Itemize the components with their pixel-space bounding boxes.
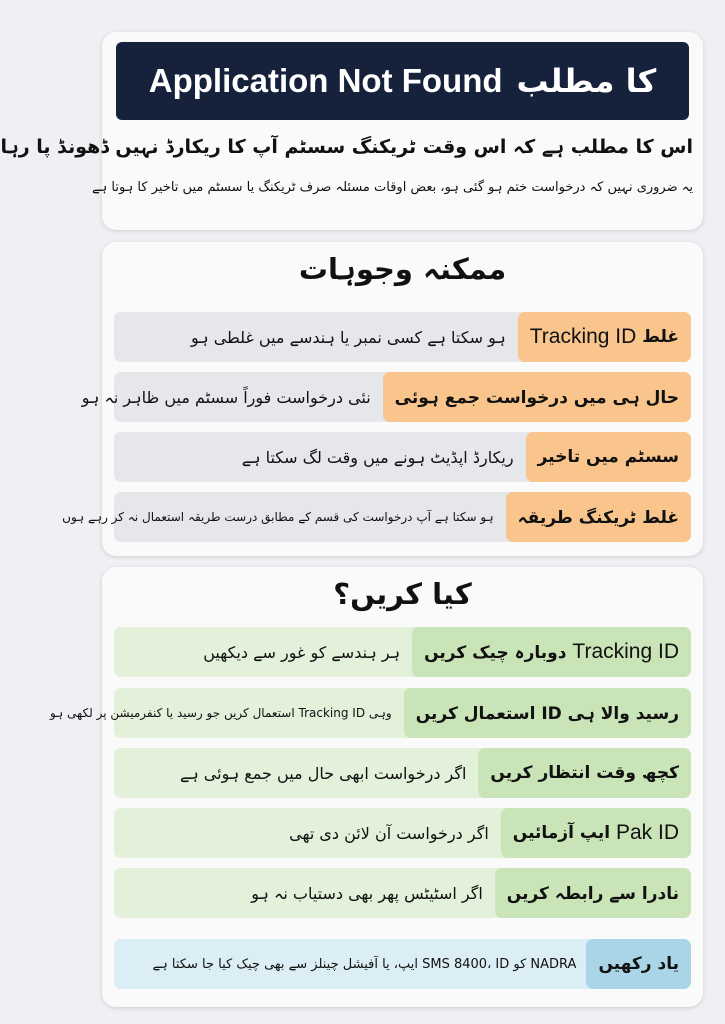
remember-desc: NADRA کو SMS 8400، ID ایپ، یا آفیشل چینلز سے بھی چیک کیا جا سکتا ہے [152,956,577,972]
action-tag: نادرا سے رابطہ کریں [495,868,691,918]
reason-tag-urdu: غلط [642,327,679,347]
action-row [114,808,691,858]
action-tag [412,627,691,677]
intro-card [0,32,703,230]
reason-desc: ریکارڈ اپڈیٹ ہونے میں وقت لگ سکتا ہے [241,447,514,467]
title-english: Application Not Found [148,62,503,99]
action-desc: وہی Tracking ID استعمال کریں جو رسید یا کنفرمیشن پر لکھی ہو [49,706,392,720]
action-row [114,627,691,677]
remember-tag: یاد رکھیں [586,939,691,989]
reasons-title: ممکنہ وجوہات [298,252,507,286]
action-desc: اگر درخواست ابھی حال میں جمع ہوئی ہے [179,763,467,783]
reason-tag: سسٹم میں تاخیر [526,432,691,482]
reason-desc: ہو سکتا ہے کسی نمبر یا ہندسے میں غلطی ہو [190,327,506,347]
action-row [114,868,691,918]
title-urdu: کا مطلب [516,62,657,100]
action-row [114,748,691,798]
reasons-card [62,242,703,556]
action-tag: کچھ وقت انتظار کریں [478,748,691,798]
title-banner [116,42,689,120]
action-desc: اگر درخواست آن لائن دی تھی [289,823,489,843]
reason-row [62,492,691,542]
action-tag-urdu: ایپ آزمائیں [512,823,611,843]
reason-tag [518,312,691,362]
intro-line-main: اس کا مطلب ہے کہ اس وقت ٹریکنگ سسٹم آپ کا ریکارڈ نہیں ڈھونڈ پا رہا [0,136,693,158]
reason-row [81,372,691,422]
reason-desc: ہو سکتا ہے آپ درخواست کی قسم کے مطابق درست طریقہ استعمال نہ کر رہے ہوں [62,510,494,524]
intro-line-sub: یہ ضروری نہیں کہ درخواست ختم ہو گئی ہو، بعض اوقات مسئلہ صرف ٹریکنگ یا سسٹم میں تاخیر کا ہوتا ہے [92,180,693,195]
remember-note [114,939,691,989]
actions-card [49,567,703,1007]
action-tag-english: Tracking ID [572,640,679,663]
action-tag-urdu: دوبارہ چیک کریں [424,642,567,663]
action-tag-english: Pak ID [615,821,679,844]
action-tag [501,808,691,858]
action-tag: رسید والا ہی ID استعمال کریں [404,688,691,738]
actions-title: کیا کریں؟ [333,577,472,611]
reason-desc: نئی درخواست فوراً سسٹم میں ظاہر نہ ہو [81,387,371,407]
reason-tag: حال ہی میں درخواست جمع ہوئی [383,372,691,422]
reason-row [114,432,691,482]
action-row [49,688,691,738]
reason-tag-english: Tracking ID [529,325,637,348]
reason-tag: غلط ٹریکنگ طریقہ [506,492,691,542]
action-desc: ہر ہندسے کو غور سے دیکھیں [203,642,401,662]
action-desc: اگر اسٹیٹس پھر بھی دستیاب نہ ہو [251,883,483,903]
reason-row [114,312,691,362]
